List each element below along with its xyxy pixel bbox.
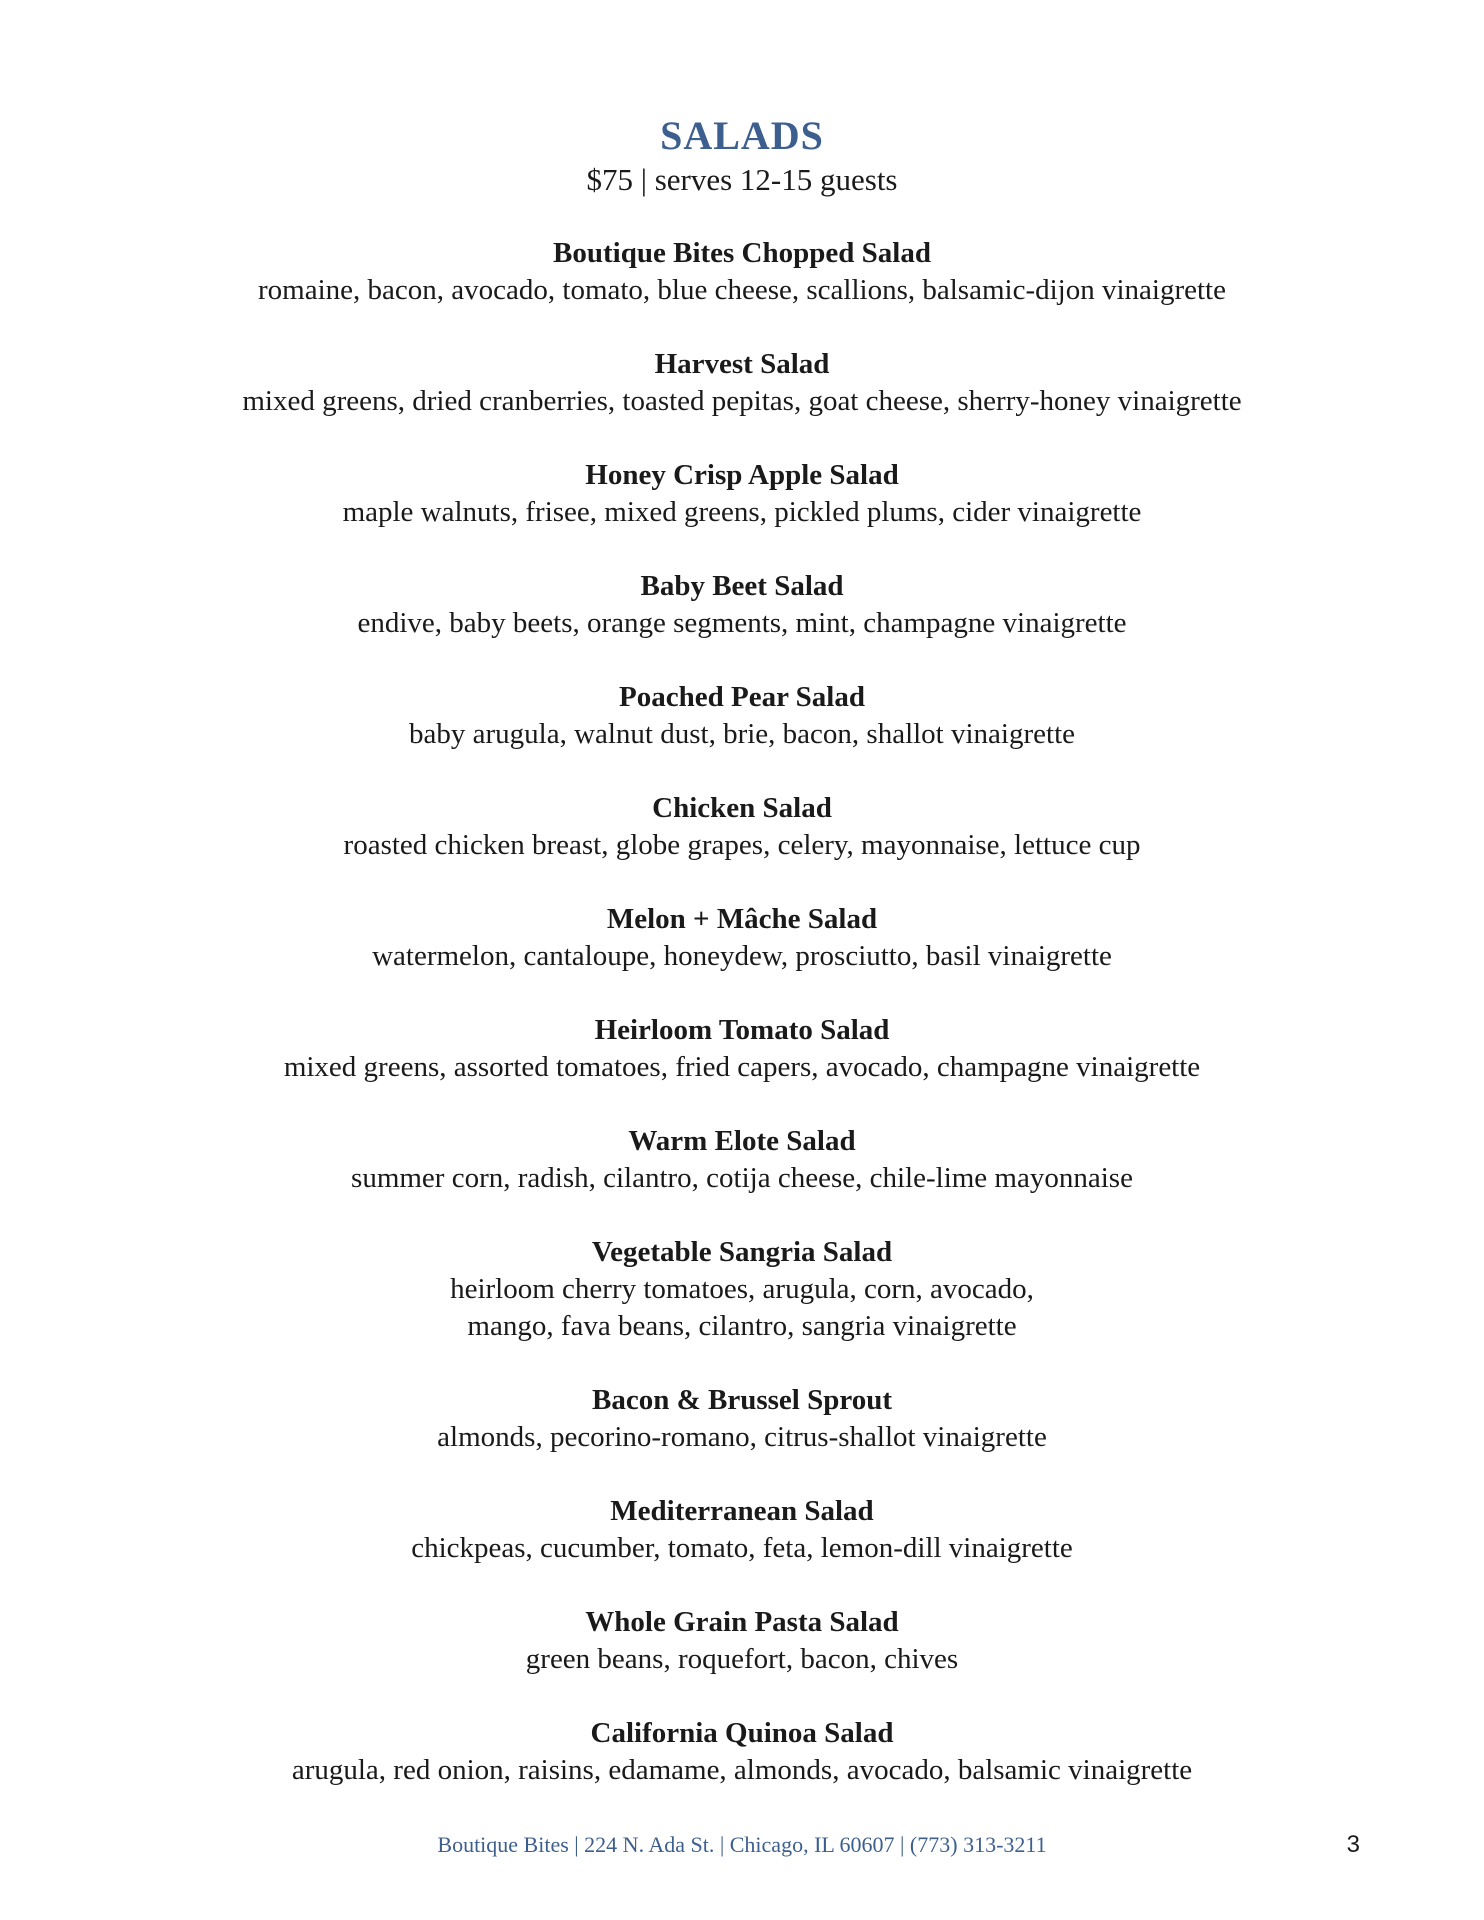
item-name: Heirloom Tomato Salad: [594, 1014, 890, 1046]
item-description: baby arugula, walnut dust, brie, bacon, shallot vinaigrette: [408, 718, 1075, 750]
item-name: Bacon & Brussel Sprout: [592, 1384, 892, 1416]
item-name: Harvest Salad: [654, 348, 830, 380]
item-description: summer corn, radish, cilantro, cotija cheese, chile-lime mayonnaise: [351, 1162, 1133, 1194]
item-name: California Quinoa Salad: [590, 1717, 894, 1749]
section-title: SALADS: [660, 113, 824, 158]
menu-item: [0, 1012, 1484, 1123]
menu-item: [0, 346, 1484, 457]
item-description-line-2: mango, fava beans, cilantro, sangria vinaigrette: [467, 1310, 1017, 1342]
menu-item: [0, 790, 1484, 901]
item-description: mixed greens, assorted tomatoes, fried capers, avocado, champagne vinaigrette: [283, 1051, 1201, 1083]
menu-item: [0, 1382, 1484, 1493]
item-description: green beans, roquefort, bacon, chives: [525, 1643, 959, 1675]
item-name: Melon + Mâche Salad: [606, 903, 878, 935]
menu-item: [0, 1493, 1484, 1604]
item-description: chickpeas, cucumber, tomato, feta, lemon-dill vinaigrette: [411, 1532, 1073, 1564]
salad-list: [0, 235, 1484, 1826]
menu-item: [0, 1123, 1484, 1234]
item-name: Mediterranean Salad: [610, 1495, 874, 1527]
menu-item: [0, 235, 1484, 346]
item-description: watermelon, cantaloupe, honeydew, prosciutto, basil vinaigrette: [372, 940, 1112, 972]
item-name: Warm Elote Salad: [628, 1125, 856, 1157]
menu-item: [0, 457, 1484, 568]
item-name: Chicken Salad: [652, 792, 832, 824]
section-price: $75 | serves 12-15 guests: [586, 162, 898, 197]
item-description: endive, baby beets, orange segments, mint, champagne vinaigrette: [357, 607, 1127, 639]
section-header: [0, 112, 1484, 200]
item-name: Baby Beet Salad: [640, 570, 844, 602]
item-name: Vegetable Sangria Salad: [591, 1236, 893, 1268]
footer-contact: Boutique Bites | 224 N. Ada St. | Chicago, IL 60607 | (773) 313-3211: [437, 1832, 1047, 1857]
page-number: 3: [1346, 1831, 1360, 1858]
menu-item: [0, 679, 1484, 790]
item-description: almonds, pecorino-romano, citrus-shallot vinaigrette: [437, 1421, 1047, 1453]
item-name: Poached Pear Salad: [619, 681, 865, 713]
item-description: heirloom cherry tomatoes, arugula, corn, avocado,: [450, 1273, 1034, 1305]
item-name: Honey Crisp Apple Salad: [585, 459, 899, 491]
item-description: maple walnuts, frisee, mixed greens, pickled plums, cider vinaigrette: [342, 496, 1142, 528]
item-description: romaine, bacon, avocado, tomato, blue cheese, scallions, balsamic-dijon vinaigrette: [258, 274, 1226, 306]
menu-item: [0, 1715, 1484, 1826]
item-description: arugula, red onion, raisins, edamame, almonds, avocado, balsamic vinaigrette: [291, 1754, 1193, 1786]
menu-item: [0, 901, 1484, 1012]
item-name: Boutique Bites Chopped Salad: [553, 237, 931, 269]
item-name: Whole Grain Pasta Salad: [585, 1606, 899, 1638]
menu-item: [0, 568, 1484, 679]
menu-item: [0, 1604, 1484, 1715]
menu-item: [0, 1234, 1484, 1382]
item-description: mixed greens, dried cranberries, toasted pepitas, goat cheese, sherry-honey vinaigrette: [242, 385, 1242, 417]
item-description: roasted chicken breast, globe grapes, celery, mayonnaise, lettuce cup: [343, 829, 1141, 861]
